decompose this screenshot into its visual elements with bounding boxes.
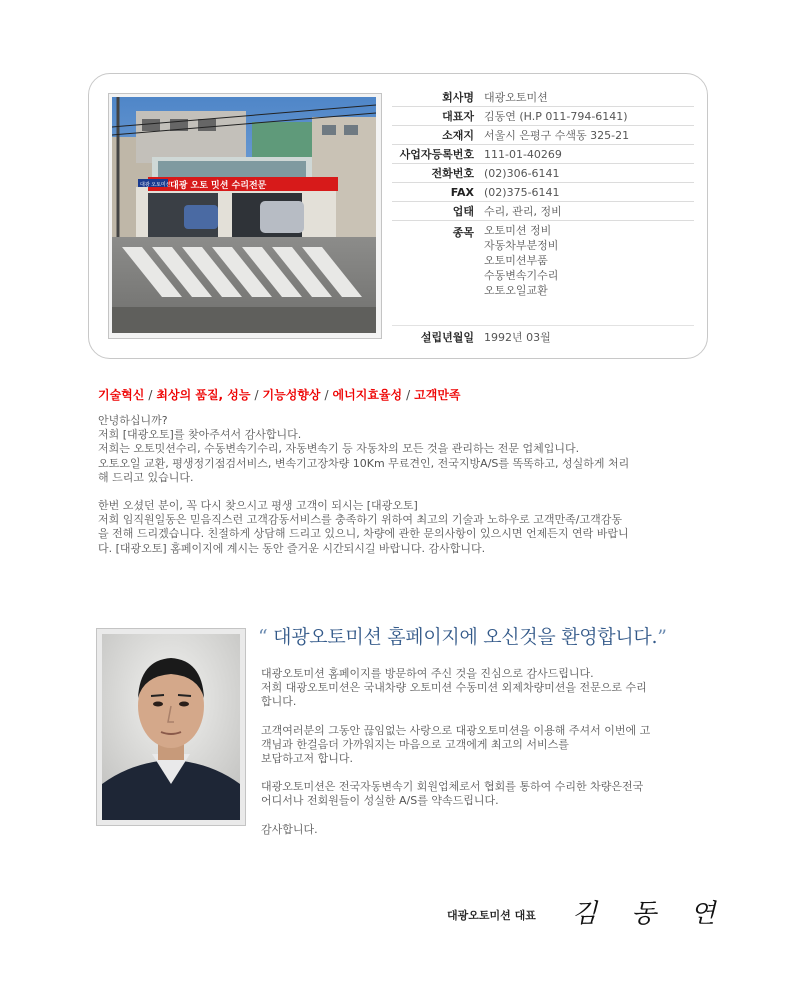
close-quote: ” (657, 626, 667, 648)
motto-separator: / (254, 388, 259, 402)
intro-text (98, 414, 704, 556)
business-number-label: 사업자등록번호 (399, 148, 474, 161)
intro-line: 저희 임직원일동은 믿음직스런 고객감동서비스를 충족하기 위하여 최고의 기술과 노하우로 고객만족/고객감동 (98, 513, 622, 527)
letter-line: 대광오토미션은 전국자동변속기 회원업체로서 협회를 통하여 수리한 차량은전국 (261, 780, 644, 794)
category-item: 수동변속기수리 (484, 269, 559, 282)
company-info-table (392, 88, 694, 348)
category-item: 오토미션 정비 (484, 224, 552, 237)
established-label: 설립년월일 (420, 331, 474, 344)
info-row-address (392, 126, 694, 145)
motto-separator: / (324, 388, 329, 402)
letter-closing: 감사합니다. (261, 822, 318, 836)
info-row-ceo (392, 107, 694, 126)
motto-item: 고객만족 (414, 388, 461, 402)
ceo-value: 김동연 (H.P 011-794-6141) (484, 110, 628, 123)
welcome-title-text: 대광오토미션 홈페이지에 오신것을 환영합니다. (273, 626, 658, 648)
business-type-value: 수리, 관리, 정비 (484, 205, 562, 218)
fax-value: (02)375-6141 (484, 185, 560, 199)
ceo-label: 대표자 (442, 110, 474, 123)
letter-line: 고객여러분의 그동안 끊임없는 사랑으로 대광오토미션을 이용해 주셔서 이번에 고 (261, 723, 651, 737)
storefront-sign: 대광 오토 밋션 수리전문 (170, 181, 267, 191)
info-row-company-name (392, 88, 694, 107)
category-item: 자동차부분정비 (484, 239, 559, 252)
phone-label: 전화번호 (431, 167, 474, 180)
motto-separator: / (406, 388, 411, 402)
storefront-illustration (112, 97, 376, 333)
letter-line: 합니다. (261, 695, 297, 709)
intro-line: 안녕하십니까? (98, 414, 168, 427)
intro-line: 다. [대광오토] 홈페이지에 계시는 동안 즐거운 시간되시길 바랍니다. 감사합니다. (98, 541, 486, 555)
letter-line: 대광오토미션 홈페이지를 방문하여 주신 것을 진심으로 감사드립니다. (261, 667, 594, 680)
intro-line: 저희 [대광오토]를 찾아주셔서 감사합니다. (98, 428, 302, 442)
intro-line: 오토오일 교환, 평생정기점검서비스, 변속기고장차량 10Km 무료견인, 전국지방A/S를 똑똑하고, 성실하게 처리 (98, 456, 630, 470)
info-row-categories (392, 221, 694, 326)
open-quote: “ (258, 626, 268, 648)
motto-item: 에너지효율성 (332, 388, 403, 402)
signature-title: 대광오토미션 대표 (447, 909, 536, 922)
company-name-value: 대광오토미션 (484, 91, 548, 104)
company-motto (98, 386, 461, 403)
intro-line: 을 전해 드리겠습니다. 친절하게 상담해 드리고 있으니, 차량에 관한 문의사항이 있으시면 언제든지 연락 바랍니 (98, 527, 629, 541)
company-name-label: 회사명 (442, 91, 474, 104)
motto-separator: / (148, 388, 153, 402)
info-row-business-number (392, 145, 694, 164)
welcome-letter (261, 667, 707, 837)
intro-line: 저희는 오토밋션수리, 수동변속기수리, 자동변속기 등 자동차의 모든 것을 관리하는 전문 업체입니다. (98, 442, 580, 456)
letter-line: 저희 대광오토미션은 국내차량 오토미션 수동미션 외제차량미션을 전문으로 수리 (261, 681, 647, 695)
fax-label: FAX (450, 185, 474, 199)
category-item: 오토오일교환 (484, 284, 548, 297)
letter-line: 객님과 한걸음더 가까워지는 마음으로 고객에게 최고의 서비스를 (261, 737, 569, 751)
established-value: 1992년 03월 (484, 331, 551, 344)
business-type-label: 업태 (452, 205, 474, 218)
info-row-established (392, 326, 694, 348)
motto-item: 기술혁신 (98, 388, 145, 402)
address-label: 소재지 (442, 129, 474, 142)
letter-line: 어디서나 전회원들이 성실한 A/S를 약속드립니다. (261, 794, 499, 808)
category-item: 오토미션부품 (484, 254, 548, 267)
address-value: 서울시 은평구 수색동 325-21 (484, 129, 630, 142)
info-row-fax (392, 183, 694, 202)
letter-line: 보답하고저 합니다. (261, 752, 354, 766)
info-row-phone (392, 164, 694, 183)
info-row-business-type (392, 202, 694, 221)
ceo-portrait-illustration (102, 634, 240, 820)
signature-name: 김동연 (572, 899, 750, 929)
storefront-small-sign: 대광 오토미션 (140, 182, 171, 188)
intro-line: 해 드리고 있습니다. (98, 470, 194, 484)
ceo-portrait (96, 628, 246, 826)
intro-line: 한번 오셨던 분이, 꼭 다시 찾으시고 평생 고객이 되시는 [대광오토] (98, 499, 418, 513)
storefront-photo (108, 93, 382, 339)
categories-label: 종목 (452, 226, 474, 239)
phone-value: (02)306-6141 (484, 166, 560, 180)
business-number-value: 111-01-40269 (484, 147, 562, 161)
categories-list (484, 221, 694, 298)
motto-item: 최상의 품질, 성능 (156, 388, 251, 402)
welcome-title (258, 622, 667, 649)
motto-item: 기능성향상 (262, 388, 321, 402)
